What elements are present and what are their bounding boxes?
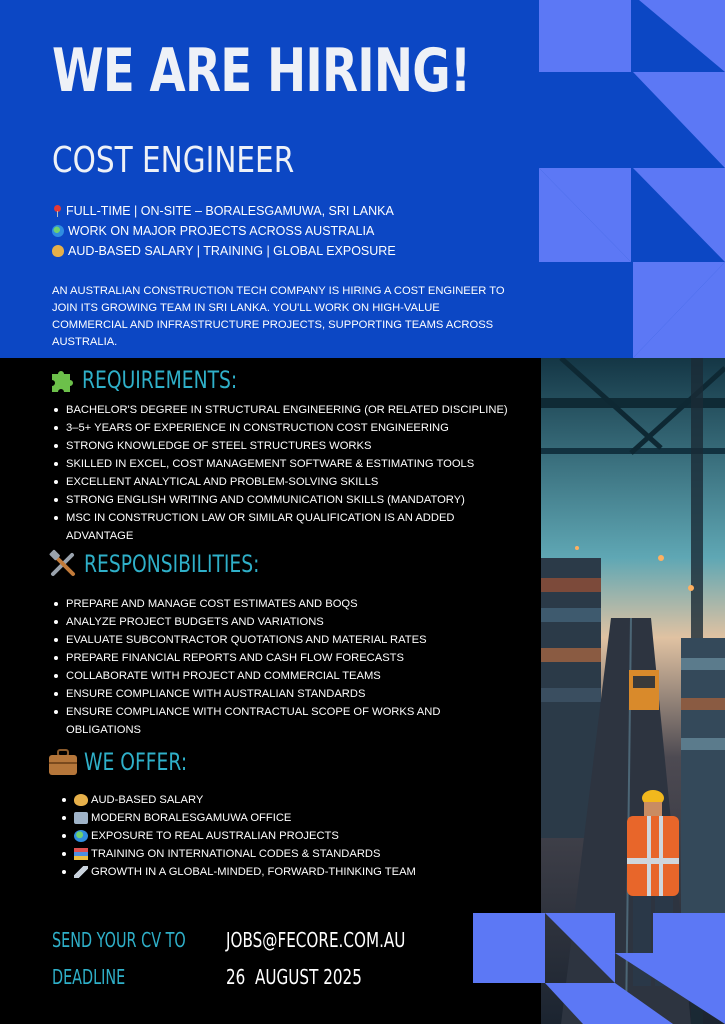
list-item: PREPARE AND MANAGE COST ESTIMATES AND BOQS [52, 595, 492, 613]
responsibilities-heading [48, 549, 309, 579]
list-item: ENSURE COMPLIANCE WITH CONTRACTUAL SCOPE OF WORKS AND OBLIGATIONS [52, 703, 492, 739]
requirements-heading [48, 366, 281, 394]
list-item: STRONG KNOWLEDGE OF STEEL STRUCTURES WORKS [52, 437, 528, 455]
headline: WE ARE HIRING! [52, 36, 471, 106]
list-item: GROWTH IN A GLOBAL-MINDED, FORWARD-THINKING TEAM [60, 863, 480, 881]
offer-title: WE OFFER: [84, 748, 188, 776]
intro-paragraph: AN AUSTRALIAN CONSTRUCTION TECH COMPANY IS HIRING A COST ENGINEER TO JOIN ITS GROWING TEAM IN SRI LANKA. YOU'LL WORK ON HIGH-VALUE COMMERCIAL AND INFRASTRUCTURE PROJECTS, SUPPORTING TEAMS ACROSS AUSTRALIA. [52, 285, 505, 348]
list-item: MSC IN CONSTRUCTION LAW OR SIMILAR QUALIFICATION IS AN ADDED ADVANTAGE [52, 509, 492, 545]
offer-list [60, 791, 480, 881]
meta-salary: AUD-BASED SALARY | TRAINING | GLOBAL EXPOSURE [52, 241, 396, 261]
list-item: ANALYZE PROJECT BUDGETS AND VARIATIONS [52, 613, 492, 631]
pin-icon [52, 205, 62, 217]
globe-icon [74, 830, 88, 842]
list-item: STRONG ENGLISH WRITING AND COMMUNICATION SKILLS (MANDATORY) [52, 491, 528, 509]
job-title: COST ENGINEER [52, 140, 295, 181]
job-meta [52, 201, 396, 261]
money-bag-icon [52, 245, 64, 257]
books-icon [74, 848, 88, 860]
globe-icon [52, 225, 64, 237]
list-item: EXCELLENT ANALYTICAL AND PROBLEM-SOLVING SKILLS [52, 473, 528, 491]
meta-location: FULL-TIME | ON-SITE – BORALESGAMUWA, SRI LANKA [52, 201, 396, 221]
list-item: EVALUATE SUBCONTRACTOR QUOTATIONS AND MATERIAL RATES [52, 631, 492, 649]
header-banner [0, 0, 725, 358]
geometric-pattern-bottom [473, 913, 725, 1024]
office-icon [74, 812, 88, 824]
list-item: COLLABORATE WITH PROJECT AND COMMERCIAL TEAMS [52, 667, 492, 685]
tools-icon [48, 549, 78, 579]
meta-projects: WORK ON MAJOR PROJECTS ACROSS AUSTRALIA [52, 221, 396, 241]
send-cv-label: SEND YOUR CV TO [52, 928, 186, 952]
list-item: MODERN BORALESGAMUWA OFFICE [60, 809, 480, 827]
deadline-label: DEADLINE [52, 965, 126, 989]
list-item: SKILLED IN EXCEL, COST MANAGEMENT SOFTWARE & ESTIMATING TOOLS [52, 455, 528, 473]
offer-heading [48, 748, 216, 776]
list-item: PREPARE FINANCIAL REPORTS AND CASH FLOW FORECASTS [52, 649, 492, 667]
geometric-pattern-top [539, 0, 725, 358]
requirements-title: REQUIREMENTS: [82, 366, 238, 394]
money-bag-icon [74, 794, 88, 806]
requirements-list [52, 401, 528, 545]
rocket-icon [74, 866, 88, 878]
responsibilities-list [52, 595, 492, 739]
list-item: AUD-BASED SALARY [60, 791, 480, 809]
puzzle-icon [48, 366, 76, 394]
list-item: EXPOSURE TO REAL AUSTRALIAN PROJECTS [60, 827, 480, 845]
list-item: TRAINING ON INTERNATIONAL CODES & STANDARDS [60, 845, 480, 863]
list-item: BACHELOR'S DEGREE IN STRUCTURAL ENGINEERING (OR RELATED DISCIPLINE) [52, 401, 528, 419]
briefcase-icon [48, 748, 78, 776]
responsibilities-title: RESPONSIBILITIES: [84, 550, 260, 578]
deadline-date: 26 AUGUST 2025 [226, 965, 362, 989]
list-item: 3–5+ YEARS OF EXPERIENCE IN CONSTRUCTION COST ENGINEERING [52, 419, 528, 437]
contact-email[interactable]: JOBS@FECORE.COM.AU [226, 928, 406, 952]
list-item: ENSURE COMPLIANCE WITH AUSTRALIAN STANDARDS [52, 685, 492, 703]
